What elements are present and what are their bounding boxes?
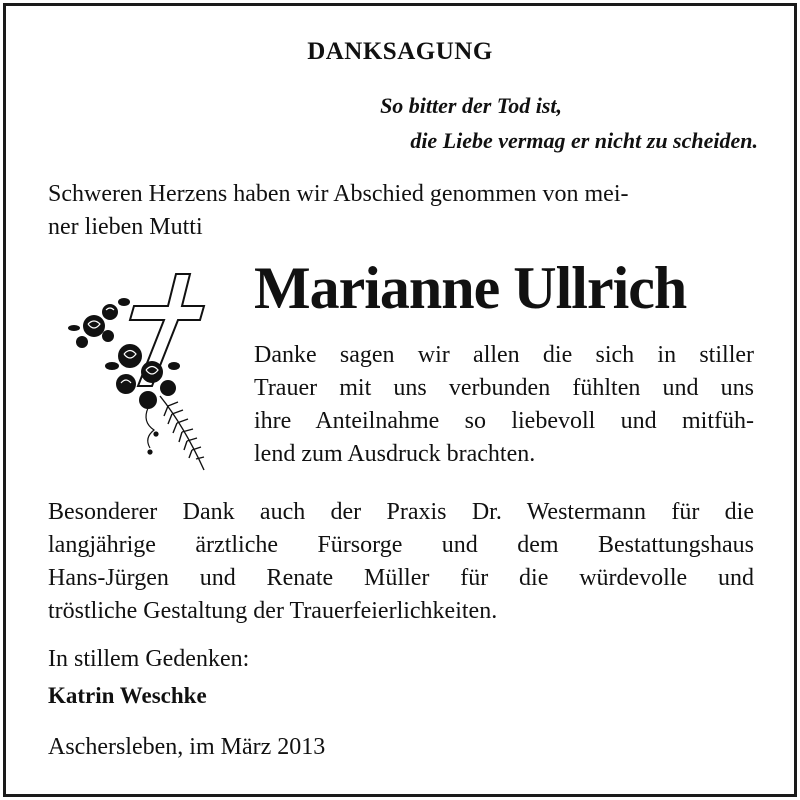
motto-line-2: die Liebe vermag er nicht zu scheiden.: [410, 128, 758, 153]
signer-name: Katrin Weschke: [48, 683, 207, 708]
place-date: Aschersleben, im März 2013: [48, 734, 326, 760]
special-thanks-line: langjährige ärztliche Fürsorge und dem Bestattungshaus: [48, 532, 754, 558]
thanks-paragraph: [254, 339, 754, 471]
thanks-line: Danke sagen wir allen die sich in stiller: [254, 342, 754, 368]
obituary-card: [3, 3, 797, 797]
thanks-line: lend zum Ausdruck brachten.: [254, 441, 536, 467]
thanks-line: Trauer mit uns verbunden fühlten und uns: [254, 375, 754, 401]
special-thanks-line: Besonderer Dank auch der Praxis Dr. Westermann für die: [48, 499, 754, 525]
motto-line-1: So bitter der Tod ist,: [380, 93, 562, 118]
intro-paragraph: [48, 178, 753, 244]
heading: DANKSAGUNG: [307, 38, 493, 65]
gedenken-label: In stillem Gedenken:: [48, 646, 250, 672]
cross-with-roses-icon: [64, 266, 214, 476]
intro-line: Schweren Herzens haben wir Abschied genommen von mei-: [48, 181, 629, 207]
special-thanks-paragraph: [48, 496, 754, 628]
intro-line: ner lieben Mutti: [48, 214, 203, 240]
deceased-name: Marianne Ullrich: [254, 255, 687, 321]
special-thanks-line: tröstliche Gestaltung der Trauerfeierlichkeiten.: [48, 598, 498, 624]
special-thanks-line: Hans-Jürgen und Renate Müller für die würdevolle und: [48, 565, 754, 591]
thanks-line: ihre Anteilnahme so liebevoll und mitfüh-: [254, 408, 754, 434]
